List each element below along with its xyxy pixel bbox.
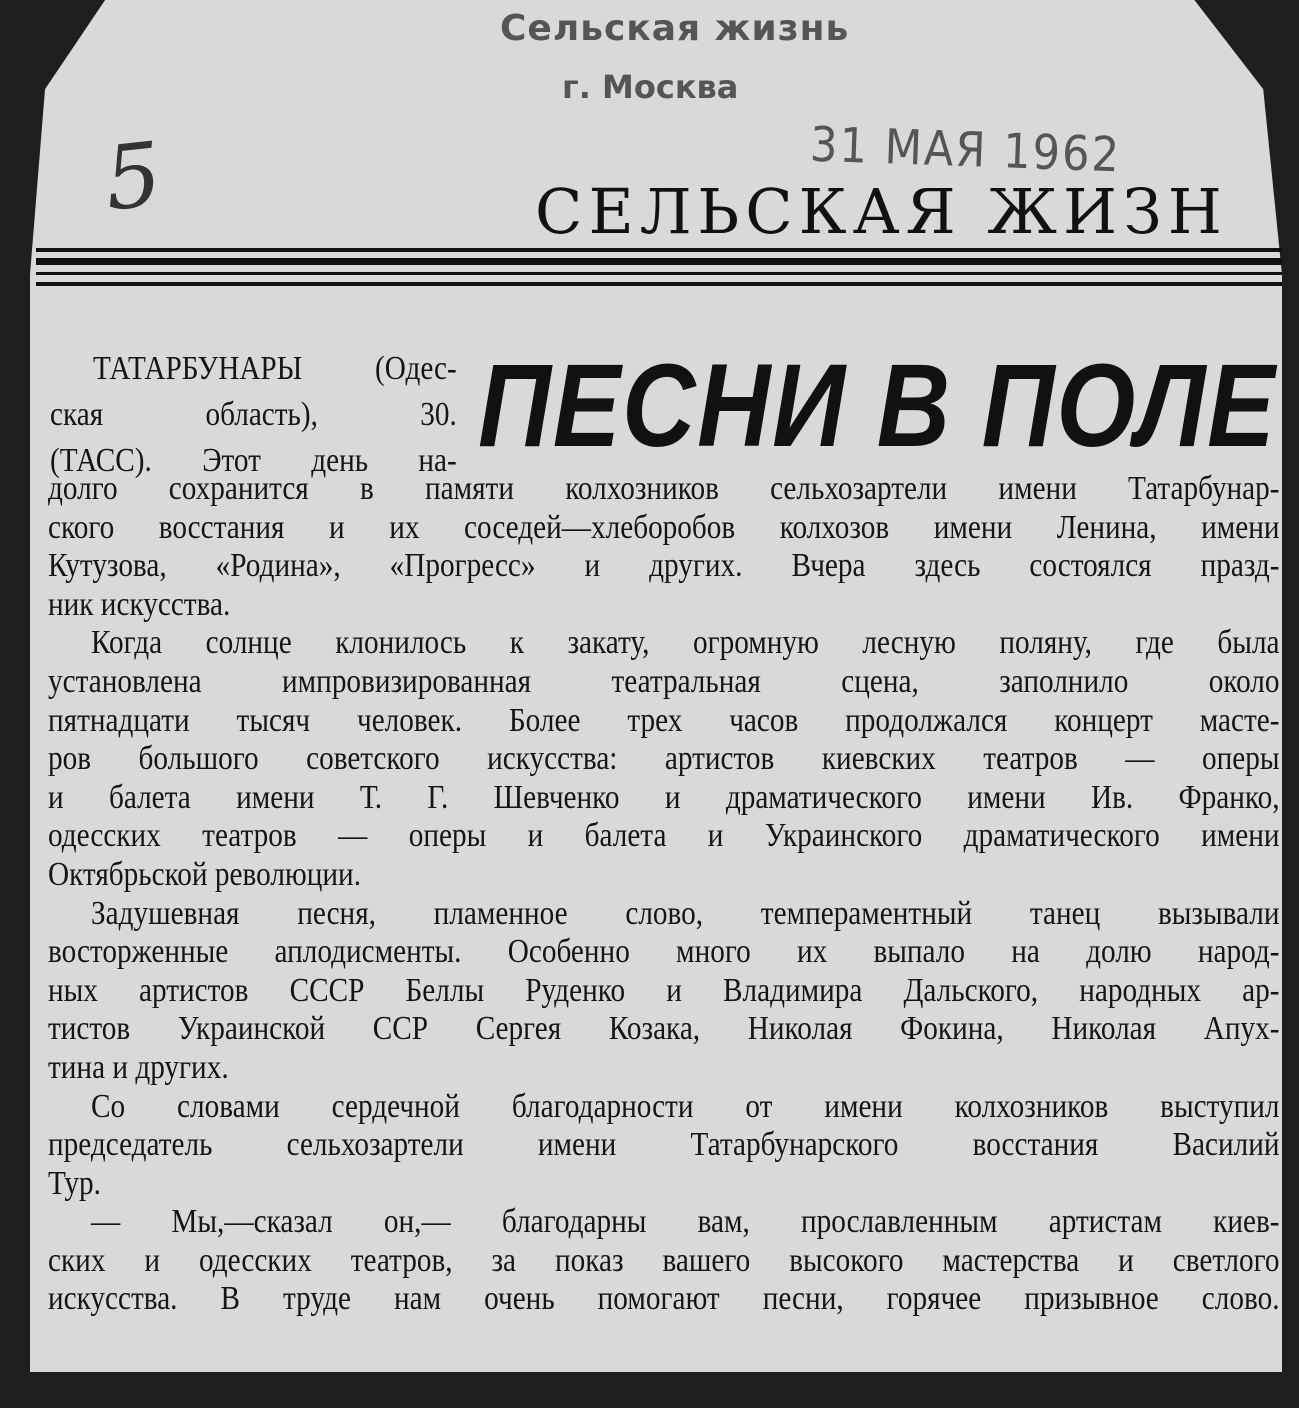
body-line: ского восстания и их соседей—хлеборобов колхозов имени Ленина, имени [48,508,1280,546]
body-line: восторженные аплодисменты. Особенно много их выпало на долю народ- [48,933,1280,971]
body-line: и балета имени Т. Г. Шевченко и драматического имени Ив. Франко, [48,778,1280,816]
dateline-block [50,346,457,484]
body-line: Тур. [48,1164,101,1202]
headline: ПЕСНИ В ПОЛЕ [478,340,1277,472]
dateline-line: (ТАСС). Этот день на- [50,442,457,479]
body-line: долго сохранится в памяти колхозников сельхозартели имени Татарбунар- [48,470,1280,507]
body-line: ров большого советского искусства: артистов киевских театров — оперы [48,740,1280,778]
body-line: председатель сельхозартели имени Татарбунарского восстания Василий [48,1126,1280,1164]
masthead: СЕЛЬСКАЯ ЖИЗН [535,175,1228,248]
body-line: ных артистов СССР Беллы Руденко и Владимира Дальского, народных ар- [48,971,1280,1009]
body-line: Кутузова, «Родина», «Прогресс» и других. Вчера здесь состоялся празд- [48,547,1280,585]
body-line: тина и других. [48,1048,229,1086]
body-line: Задушевная песня, пламенное слово, темпераментный танец вызывали [91,894,1280,932]
body-line: тистов Украинской ССР Сергея Козака, Николая Фокина, Николая Апух- [48,1010,1280,1048]
handwritten-number: 5 [99,122,167,231]
body-line: пятнадцати тысяч человек. Более трех часов продолжался концерт масте- [48,701,1280,739]
body-line: Когда солнце клонилось к закату, огромную лесную поляну, где была [91,624,1280,662]
body-line: Со словами сердечной благодарности от имени колхозников выступил [91,1087,1280,1125]
article-body [48,470,1280,1319]
stamp-publication: Сельская жизнь [500,8,850,49]
rule-bottom-b [36,282,1282,286]
body-line: одесских театров — оперы и балета и Украинского драматического имени [48,817,1280,855]
stamp-city: г. Москва [562,68,739,106]
rule-top [36,248,1282,252]
rule-bottom-a [36,272,1282,275]
body-line: искусства. В труде нам очень помогают песни, горячее призывное слово. [48,1280,1280,1318]
date-stamp: 31 МАЯ 1962 [809,116,1122,184]
body-line: установлена импровизированная театральная сцена, заполнило около [48,662,1280,700]
rule-middle [36,258,1282,265]
body-line: ник искусства. [48,585,231,623]
body-line: Октябрьской революции. [48,855,362,893]
dateline-line: ская область), 30. [50,396,457,433]
dateline-line: ТАТАРБУНАРЫ (Одес- [93,350,457,387]
body-line: — Мы,—сказал он,— благодарны вам, прославленным артистам киев- [91,1203,1280,1241]
body-line: ских и одесских театров, за показ вашего высокого мастерства и светлого [48,1241,1280,1279]
